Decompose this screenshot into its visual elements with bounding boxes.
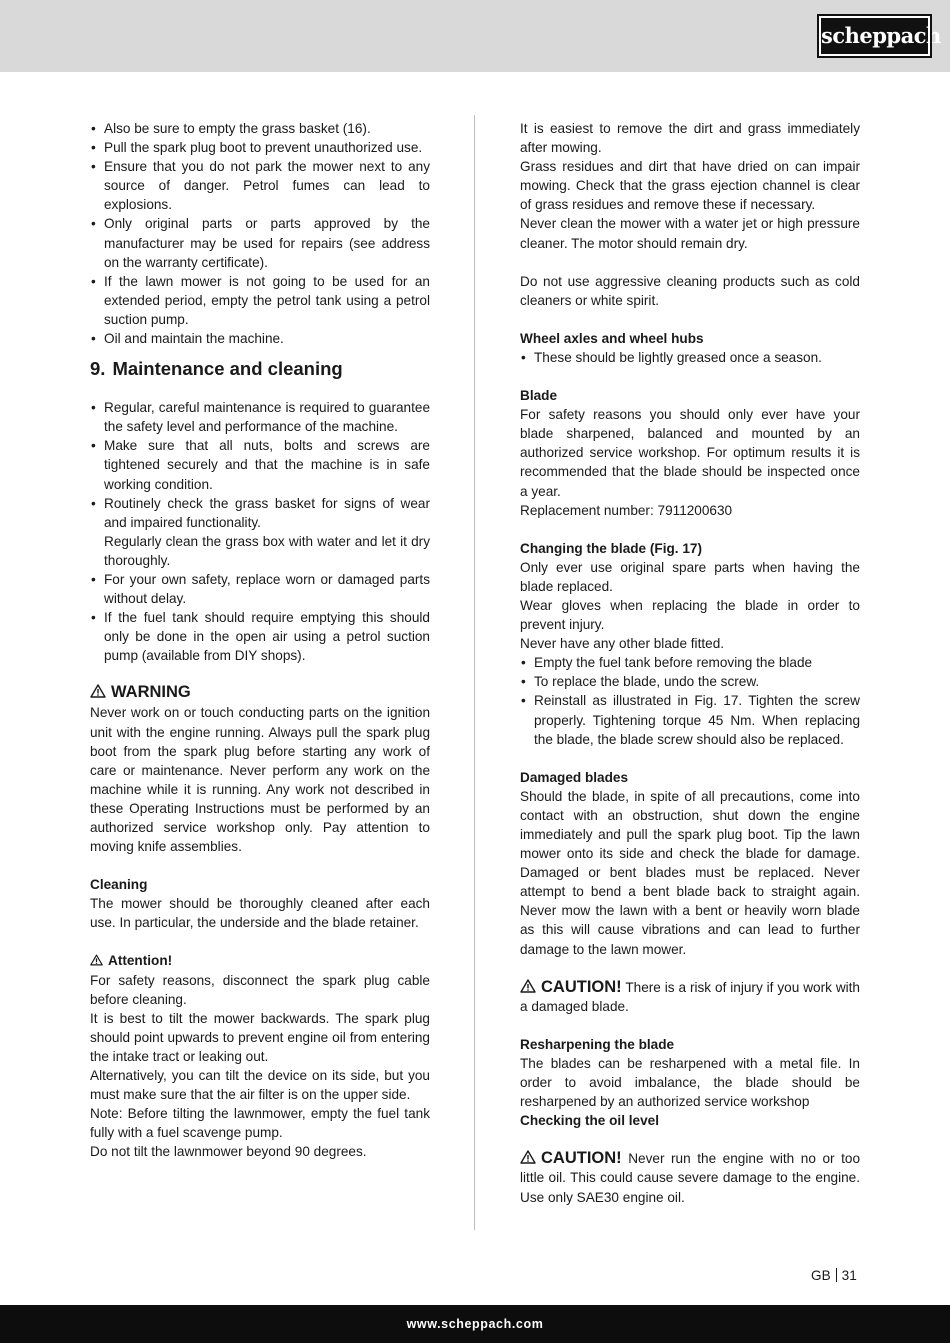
page-number-value: 31: [841, 1268, 857, 1283]
page-number: [811, 1266, 857, 1285]
warning-triangle-icon: [90, 684, 106, 698]
footer-url[interactable]: www.scheppach.com: [406, 1317, 544, 1331]
list-item: • Pull the spark plug boot to prevent unauthorized use.: [90, 138, 430, 157]
brand-logo: scheppach: [819, 16, 930, 56]
damaged-blades-text: Should the blade, in spite of all precautions, come into contact with an obstruction, shut down the engine immediately and pull the spark plug boot. Tip the lawn mower onto its side and check the blade for damage. Damaged or bent blades must be replaced. Never attempt to bend a bent blade back to straight again. Never mow the lawn with a bent or heavily worn blade as this will cause vibrations and can lead to further damage to the lawn mower.: [520, 788, 860, 957]
page-language: GB: [811, 1268, 831, 1283]
blade-text: For safety reasons you should only ever have your blade sharpened, balanced and mounted by an authorized service workshop. For optimum results it is recommended that the blade should be inspected once a year.: [520, 407, 860, 499]
attention-title: Attention!: [108, 953, 173, 969]
left-column: [90, 119, 430, 1162]
cleaning-heading: Cleaning: [90, 877, 148, 893]
section-heading: [90, 358, 430, 380]
changing-line: Only ever use original spare parts when having the blade replaced.: [520, 559, 860, 594]
attention-line: Note: Before tilting the lawnmower, empty the fuel tank fully with a fuel scavenge pump.: [90, 1106, 430, 1141]
column-divider: [474, 115, 475, 1230]
list-item: [90, 494, 430, 570]
warning-heading: [90, 682, 430, 703]
section-title: Maintenance and cleaning: [112, 358, 343, 380]
attention-line: Alternatively, you can tilt the device on its side, but you must make sure that the air filter is on the upper side.: [90, 1068, 430, 1103]
resharpening-text: The blades can be resharpened with a metal file. In order to avoid imbalance, the blade should be resharpened by an authorized service workshop: [520, 1055, 860, 1110]
footer-bar: [0, 1305, 950, 1343]
header-bar: [0, 0, 950, 72]
replacement-number: Replacement number: 7911200630: [520, 502, 733, 518]
caution-paragraph: [520, 1149, 860, 1206]
safety-bullet-list: [90, 119, 430, 348]
list-item: • Oil and maintain the machine.: [90, 329, 430, 348]
list-item: • If the fuel tank should require emptying this should only be done in the open air using a petrol suction pump (available from DIY shops).: [90, 608, 430, 665]
wheel-heading: Wheel axles and wheel hubs: [520, 330, 704, 346]
cleaning-intro-line: Never clean the mower with a water jet or high pressure cleaner. The motor should remain dry.: [520, 216, 860, 251]
aggressive-cleaners-text: Do not use aggressive cleaning products such as cold cleaners or white spirit.: [520, 273, 860, 308]
changing-line: Never have any other blade fitted.: [520, 636, 725, 652]
list-item: • Empty the fuel tank before removing the blade: [520, 653, 860, 672]
caution-title: CAUTION!: [541, 977, 622, 996]
damaged-blades-heading: Damaged blades: [520, 769, 629, 785]
blade-heading: Blade: [520, 388, 558, 404]
list-item: • Ensure that you do not park the mower next to any source of danger. Petrol fumes can lead to explosions.: [90, 157, 430, 214]
section-number: 9.: [90, 358, 106, 380]
attention-line: For safety reasons, disconnect the spark plug cable before cleaning.: [90, 972, 430, 1007]
list-item: • Reinstall as illustrated in Fig. 17. Tighten the screw properly. Tightening torque 45 Nm. When replacing the blade, the blade screw should also be replaced.: [520, 691, 860, 748]
list-item: • These should be lightly greased once a season.: [520, 348, 860, 367]
cleaning-intro-line: It is easiest to remove the dirt and grass immediately after mowing.: [520, 121, 860, 156]
changing-bullet-list: [520, 653, 860, 748]
warning-title: WARNING: [111, 683, 191, 702]
attention-heading: [90, 951, 430, 970]
right-column: [520, 119, 860, 1207]
list-item: • Regular, careful maintenance is required to guarantee the safety level and performance of the machine.: [90, 398, 430, 436]
list-item: • If the lawn mower is not going to be used for an extended period, empty the petrol tank using a petrol suction pump.: [90, 272, 430, 329]
caution-text: There is a risk of injury if you work with a damaged blade.: [520, 979, 860, 1014]
grass-box-note: Regularly clean the grass box with water and let it dry thoroughly.: [104, 533, 430, 568]
list-item: • To replace the blade, undo the screw.: [520, 672, 860, 691]
page-number-separator: [836, 1268, 837, 1282]
attention-line: Do not tilt the lawnmower beyond 90 degrees.: [90, 1144, 367, 1160]
changing-line: Wear gloves when replacing the blade in order to prevent injury.: [520, 597, 860, 633]
cleaning-intro-line: Grass residues and dirt that have dried on can impair mowing. Check that the grass ejection channel is clear of grass residues and remove these if necessary.: [520, 159, 860, 213]
caution-text: Never run the engine with no or too little oil. This could cause severe damage to the engine. Use only SAE30 engine oil.: [520, 1151, 861, 1205]
attention-triangle-icon: [90, 954, 103, 966]
resharpening-heading: Resharpening the blade: [520, 1036, 675, 1052]
cleaning-text: The mower should be thoroughly cleaned after each use. In particular, the underside and the blade retainer.: [90, 896, 430, 931]
list-item-text: • Routinely check the grass basket for signs of wear and impaired functionality.: [104, 495, 430, 530]
oil-level-heading: Checking the oil level: [520, 1113, 659, 1129]
warning-text: Never work on or touch conducting parts on the ignition unit with the engine running. Always pull the spark plug boot from the spark plug before starting any work of care or maintenance. Never perform any work on the machine while it is running. Any work not described in these Operating Instructions must be performed by an authorized service workshop only. Pay attention to moving knife assemblies.: [90, 705, 430, 855]
wheel-bullet-list: [520, 348, 860, 367]
list-item: • For your own safety, replace worn or damaged parts without delay.: [90, 570, 430, 608]
maintenance-bullet-list: [90, 398, 430, 665]
list-item: • Only original parts or parts approved by the manufacturer may be used for repairs (see address on the warranty certificate).: [90, 214, 430, 271]
caution-title: CAUTION!: [541, 1149, 622, 1168]
attention-line: It is best to tilt the mower backwards. The spark plug should point upwards to prevent engine oil from entering the intake tract or leaking out.: [90, 1010, 430, 1064]
caution-triangle-icon: [520, 979, 536, 993]
caution-paragraph: [520, 978, 860, 1016]
changing-blade-heading: Changing the blade (Fig. 17): [520, 540, 703, 556]
caution-triangle-icon: [520, 1150, 536, 1164]
list-item: • Also be sure to empty the grass basket (16).: [90, 119, 430, 138]
list-item: • Make sure that all nuts, bolts and screws are tightened securely and that the machine is in safe working condition.: [90, 436, 430, 493]
